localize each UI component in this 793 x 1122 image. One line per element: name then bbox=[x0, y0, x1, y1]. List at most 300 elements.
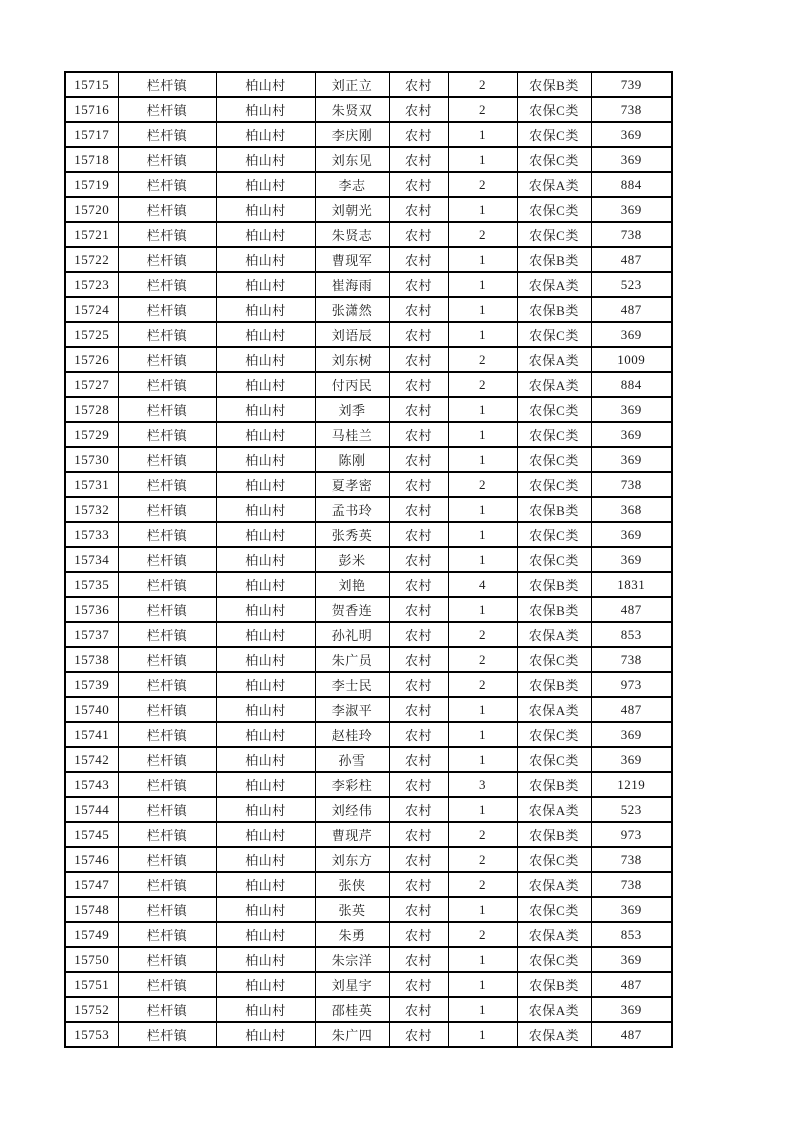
table-cell: 张英 bbox=[315, 897, 389, 922]
table-cell: 1 bbox=[448, 697, 517, 722]
table-cell: 738 bbox=[591, 97, 672, 122]
table-cell: 1 bbox=[448, 247, 517, 272]
table-cell: 柏山村 bbox=[216, 372, 315, 397]
table-cell: 487 bbox=[591, 297, 672, 322]
table-cell: 1 bbox=[448, 547, 517, 572]
table-cell: 2 bbox=[448, 922, 517, 947]
table-cell: 农村 bbox=[389, 922, 448, 947]
table-cell: 栏杆镇 bbox=[118, 522, 216, 547]
table-cell: 农保C类 bbox=[517, 197, 591, 222]
table-cell: 栏杆镇 bbox=[118, 397, 216, 422]
table-cell: 15740 bbox=[65, 697, 118, 722]
table-cell: 1 bbox=[448, 522, 517, 547]
table-cell: 369 bbox=[591, 447, 672, 472]
table-row bbox=[65, 272, 672, 297]
table-cell: 柏山村 bbox=[216, 822, 315, 847]
table-cell: 栏杆镇 bbox=[118, 122, 216, 147]
table-cell: 刘东见 bbox=[315, 147, 389, 172]
table-cell: 柏山村 bbox=[216, 947, 315, 972]
table-cell: 15751 bbox=[65, 972, 118, 997]
table-cell: 崔海雨 bbox=[315, 272, 389, 297]
table-cell: 栏杆镇 bbox=[118, 72, 216, 97]
table-cell: 栏杆镇 bbox=[118, 347, 216, 372]
table-cell: 栏杆镇 bbox=[118, 647, 216, 672]
table-cell: 柏山村 bbox=[216, 522, 315, 547]
table-cell: 曹现芹 bbox=[315, 822, 389, 847]
table-cell: 739 bbox=[591, 72, 672, 97]
table-cell: 刘东方 bbox=[315, 847, 389, 872]
table-cell: 农保B类 bbox=[517, 772, 591, 797]
table-cell: 368 bbox=[591, 497, 672, 522]
table-cell: 柏山村 bbox=[216, 147, 315, 172]
table-cell: 农保C类 bbox=[517, 897, 591, 922]
table-cell: 1 bbox=[448, 297, 517, 322]
table-cell: 栏杆镇 bbox=[118, 172, 216, 197]
table-row bbox=[65, 922, 672, 947]
table-cell: 农村 bbox=[389, 872, 448, 897]
table-cell: 农保A类 bbox=[517, 622, 591, 647]
table-cell: 张秀英 bbox=[315, 522, 389, 547]
table-cell: 栏杆镇 bbox=[118, 372, 216, 397]
table-row bbox=[65, 297, 672, 322]
table-cell: 农保B类 bbox=[517, 972, 591, 997]
table-cell: 973 bbox=[591, 822, 672, 847]
table-cell: 369 bbox=[591, 747, 672, 772]
table-cell: 农村 bbox=[389, 747, 448, 772]
table-cell: 朱勇 bbox=[315, 922, 389, 947]
table-cell: 农村 bbox=[389, 347, 448, 372]
table-row bbox=[65, 622, 672, 647]
table-row bbox=[65, 372, 672, 397]
table-cell: 柏山村 bbox=[216, 722, 315, 747]
table-cell: 487 bbox=[591, 597, 672, 622]
table-cell: 农村 bbox=[389, 947, 448, 972]
table-cell: 2 bbox=[448, 72, 517, 97]
table-cell: 农村 bbox=[389, 297, 448, 322]
table-cell: 2 bbox=[448, 372, 517, 397]
table-cell: 农村 bbox=[389, 647, 448, 672]
table-cell: 农村 bbox=[389, 147, 448, 172]
table-cell: 15715 bbox=[65, 72, 118, 97]
table-cell: 刘东树 bbox=[315, 347, 389, 372]
table-cell: 369 bbox=[591, 397, 672, 422]
table-cell: 15736 bbox=[65, 597, 118, 622]
table-cell: 738 bbox=[591, 847, 672, 872]
table-cell: 农村 bbox=[389, 197, 448, 222]
table-cell: 农保C类 bbox=[517, 322, 591, 347]
table-cell: 2 bbox=[448, 347, 517, 372]
table-cell: 柏山村 bbox=[216, 347, 315, 372]
table-row bbox=[65, 772, 672, 797]
table-cell: 栏杆镇 bbox=[118, 497, 216, 522]
table-cell: 农村 bbox=[389, 397, 448, 422]
table-cell: 栏杆镇 bbox=[118, 197, 216, 222]
table-cell: 487 bbox=[591, 247, 672, 272]
table-cell: 农村 bbox=[389, 897, 448, 922]
table-cell: 农村 bbox=[389, 547, 448, 572]
table-cell: 15737 bbox=[65, 622, 118, 647]
table-cell: 农保A类 bbox=[517, 372, 591, 397]
table-cell: 柏山村 bbox=[216, 797, 315, 822]
table-cell: 栏杆镇 bbox=[118, 322, 216, 347]
table-cell: 1 bbox=[448, 597, 517, 622]
table-cell: 369 bbox=[591, 522, 672, 547]
table-cell: 农保B类 bbox=[517, 247, 591, 272]
table-cell: 1 bbox=[448, 272, 517, 297]
table-cell: 1 bbox=[448, 422, 517, 447]
table-cell: 369 bbox=[591, 947, 672, 972]
table-cell: 15721 bbox=[65, 222, 118, 247]
table-row bbox=[65, 122, 672, 147]
table-row bbox=[65, 322, 672, 347]
table-cell: 农村 bbox=[389, 322, 448, 347]
table-cell: 15728 bbox=[65, 397, 118, 422]
table-cell: 1219 bbox=[591, 772, 672, 797]
table-cell: 栏杆镇 bbox=[118, 447, 216, 472]
table-cell: 栏杆镇 bbox=[118, 772, 216, 797]
table-cell: 马桂兰 bbox=[315, 422, 389, 447]
table-cell: 1 bbox=[448, 947, 517, 972]
table-cell: 刘朝光 bbox=[315, 197, 389, 222]
table-cell: 4 bbox=[448, 572, 517, 597]
table-cell: 15730 bbox=[65, 447, 118, 472]
table-cell: 农保B类 bbox=[517, 72, 591, 97]
table-cell: 柏山村 bbox=[216, 297, 315, 322]
table-cell: 369 bbox=[591, 722, 672, 747]
table-cell: 369 bbox=[591, 422, 672, 447]
table-cell: 刘星宇 bbox=[315, 972, 389, 997]
table-row bbox=[65, 947, 672, 972]
table-row bbox=[65, 422, 672, 447]
table-cell: 农村 bbox=[389, 97, 448, 122]
table-cell: 陈刚 bbox=[315, 447, 389, 472]
table-cell: 农保C类 bbox=[517, 547, 591, 572]
table-cell: 农村 bbox=[389, 772, 448, 797]
table-cell: 2 bbox=[448, 822, 517, 847]
table-cell: 2 bbox=[448, 472, 517, 497]
table-cell: 2 bbox=[448, 172, 517, 197]
table-cell: 487 bbox=[591, 972, 672, 997]
table-cell: 15734 bbox=[65, 547, 118, 572]
table-cell: 1 bbox=[448, 497, 517, 522]
table-cell: 栏杆镇 bbox=[118, 97, 216, 122]
table-row bbox=[65, 397, 672, 422]
table-cell: 刘季 bbox=[315, 397, 389, 422]
table-cell: 15717 bbox=[65, 122, 118, 147]
table-cell: 栏杆镇 bbox=[118, 697, 216, 722]
table-row bbox=[65, 222, 672, 247]
table-cell: 农保B类 bbox=[517, 572, 591, 597]
table-cell: 彭米 bbox=[315, 547, 389, 572]
table-cell: 1831 bbox=[591, 572, 672, 597]
table-cell: 农保A类 bbox=[517, 1022, 591, 1047]
table-cell: 农村 bbox=[389, 697, 448, 722]
table-row bbox=[65, 972, 672, 997]
table-cell: 柏山村 bbox=[216, 672, 315, 697]
table-cell: 孙礼明 bbox=[315, 622, 389, 647]
table-cell: 柏山村 bbox=[216, 747, 315, 772]
table-cell: 15739 bbox=[65, 672, 118, 697]
table-cell: 15718 bbox=[65, 147, 118, 172]
table-cell: 刘艳 bbox=[315, 572, 389, 597]
table-cell: 农保C类 bbox=[517, 122, 591, 147]
table-cell: 孙雪 bbox=[315, 747, 389, 772]
table-cell: 柏山村 bbox=[216, 97, 315, 122]
table-cell: 15745 bbox=[65, 822, 118, 847]
table-cell: 朱贤志 bbox=[315, 222, 389, 247]
table-row bbox=[65, 847, 672, 872]
table-cell: 柏山村 bbox=[216, 247, 315, 272]
table-cell: 农保B类 bbox=[517, 297, 591, 322]
table-cell: 农保C类 bbox=[517, 147, 591, 172]
table-cell: 栏杆镇 bbox=[118, 897, 216, 922]
table-cell: 刘语辰 bbox=[315, 322, 389, 347]
table-cell: 柏山村 bbox=[216, 122, 315, 147]
table-cell: 2 bbox=[448, 672, 517, 697]
table-cell: 曹现军 bbox=[315, 247, 389, 272]
table-cell: 柏山村 bbox=[216, 447, 315, 472]
table-cell: 2 bbox=[448, 622, 517, 647]
table-cell: 柏山村 bbox=[216, 472, 315, 497]
table-cell: 农村 bbox=[389, 422, 448, 447]
table-cell: 农村 bbox=[389, 972, 448, 997]
table-cell: 栏杆镇 bbox=[118, 247, 216, 272]
table-cell: 738 bbox=[591, 872, 672, 897]
table-cell: 农保C类 bbox=[517, 222, 591, 247]
table-cell: 15729 bbox=[65, 422, 118, 447]
table-cell: 李士民 bbox=[315, 672, 389, 697]
table-cell: 369 bbox=[591, 122, 672, 147]
table-cell: 15749 bbox=[65, 922, 118, 947]
table-cell: 农保B类 bbox=[517, 672, 591, 697]
table-cell: 487 bbox=[591, 697, 672, 722]
table-cell: 张侠 bbox=[315, 872, 389, 897]
table-cell: 栏杆镇 bbox=[118, 947, 216, 972]
table-cell: 2 bbox=[448, 872, 517, 897]
table-cell: 柏山村 bbox=[216, 547, 315, 572]
table-cell: 15726 bbox=[65, 347, 118, 372]
table-cell: 柏山村 bbox=[216, 872, 315, 897]
table-cell: 15752 bbox=[65, 997, 118, 1022]
table-cell: 柏山村 bbox=[216, 1022, 315, 1047]
table-row bbox=[65, 997, 672, 1022]
table-cell: 农保C类 bbox=[517, 522, 591, 547]
table-cell: 栏杆镇 bbox=[118, 147, 216, 172]
table-row bbox=[65, 747, 672, 772]
records-table bbox=[64, 71, 673, 1048]
table-cell: 栏杆镇 bbox=[118, 822, 216, 847]
table-cell: 1 bbox=[448, 397, 517, 422]
table-cell: 付丙民 bbox=[315, 372, 389, 397]
table-cell: 农村 bbox=[389, 522, 448, 547]
table-cell: 农保C类 bbox=[517, 447, 591, 472]
table-row bbox=[65, 1022, 672, 1047]
table-cell: 农村 bbox=[389, 822, 448, 847]
table-cell: 柏山村 bbox=[216, 72, 315, 97]
table-cell: 523 bbox=[591, 797, 672, 822]
table-cell: 农村 bbox=[389, 72, 448, 97]
table-cell: 柏山村 bbox=[216, 197, 315, 222]
table-cell: 15753 bbox=[65, 1022, 118, 1047]
table-cell: 1 bbox=[448, 897, 517, 922]
table-cell: 栏杆镇 bbox=[118, 722, 216, 747]
table-cell: 邵桂英 bbox=[315, 997, 389, 1022]
table-cell: 487 bbox=[591, 1022, 672, 1047]
table-row bbox=[65, 347, 672, 372]
table-row bbox=[65, 447, 672, 472]
table-cell: 柏山村 bbox=[216, 497, 315, 522]
table-cell: 朱广四 bbox=[315, 1022, 389, 1047]
table-cell: 农保B类 bbox=[517, 597, 591, 622]
table-cell: 农保A类 bbox=[517, 922, 591, 947]
table-cell: 1 bbox=[448, 747, 517, 772]
table-cell: 15742 bbox=[65, 747, 118, 772]
table-row bbox=[65, 697, 672, 722]
table-cell: 柏山村 bbox=[216, 222, 315, 247]
table-cell: 赵桂玲 bbox=[315, 722, 389, 747]
table-cell: 738 bbox=[591, 222, 672, 247]
table-row bbox=[65, 722, 672, 747]
table-cell: 1009 bbox=[591, 347, 672, 372]
table-cell: 夏孝密 bbox=[315, 472, 389, 497]
table-row bbox=[65, 597, 672, 622]
table-row bbox=[65, 147, 672, 172]
table-cell: 1 bbox=[448, 322, 517, 347]
table-cell: 栏杆镇 bbox=[118, 872, 216, 897]
table-cell: 1 bbox=[448, 147, 517, 172]
table-cell: 柏山村 bbox=[216, 172, 315, 197]
table-cell: 1 bbox=[448, 797, 517, 822]
table-cell: 农村 bbox=[389, 997, 448, 1022]
table-cell: 2 bbox=[448, 97, 517, 122]
table-cell: 农村 bbox=[389, 622, 448, 647]
table-cell: 15719 bbox=[65, 172, 118, 197]
table-cell: 农保C类 bbox=[517, 422, 591, 447]
table-row bbox=[65, 472, 672, 497]
table-cell: 栏杆镇 bbox=[118, 547, 216, 572]
table-cell: 15716 bbox=[65, 97, 118, 122]
table-cell: 369 bbox=[591, 547, 672, 572]
table-cell: 孟书玲 bbox=[315, 497, 389, 522]
table-cell: 农村 bbox=[389, 172, 448, 197]
table-cell: 15724 bbox=[65, 297, 118, 322]
table-row bbox=[65, 647, 672, 672]
table-cell: 15731 bbox=[65, 472, 118, 497]
table-cell: 15743 bbox=[65, 772, 118, 797]
table-cell: 3 bbox=[448, 772, 517, 797]
table-cell: 柏山村 bbox=[216, 772, 315, 797]
table-cell: 栏杆镇 bbox=[118, 997, 216, 1022]
table-cell: 李志 bbox=[315, 172, 389, 197]
table-cell: 柏山村 bbox=[216, 597, 315, 622]
table-cell: 栏杆镇 bbox=[118, 972, 216, 997]
table-cell: 15725 bbox=[65, 322, 118, 347]
table-cell: 农村 bbox=[389, 372, 448, 397]
table-cell: 栏杆镇 bbox=[118, 597, 216, 622]
table-cell: 1 bbox=[448, 972, 517, 997]
table-cell: 15720 bbox=[65, 197, 118, 222]
table-cell: 15735 bbox=[65, 572, 118, 597]
table-cell: 15738 bbox=[65, 647, 118, 672]
table-cell: 农保C类 bbox=[517, 97, 591, 122]
table-cell: 884 bbox=[591, 172, 672, 197]
table-row bbox=[65, 497, 672, 522]
table-cell: 15741 bbox=[65, 722, 118, 747]
table-cell: 农村 bbox=[389, 272, 448, 297]
table-cell: 柏山村 bbox=[216, 922, 315, 947]
table-cell: 15732 bbox=[65, 497, 118, 522]
table-row bbox=[65, 172, 672, 197]
table-cell: 栏杆镇 bbox=[118, 272, 216, 297]
table-cell: 柏山村 bbox=[216, 647, 315, 672]
table-cell: 15727 bbox=[65, 372, 118, 397]
table-row bbox=[65, 672, 672, 697]
table-cell: 15733 bbox=[65, 522, 118, 547]
table-cell: 1 bbox=[448, 722, 517, 747]
table-cell: 农村 bbox=[389, 722, 448, 747]
table-cell: 15750 bbox=[65, 947, 118, 972]
table-cell: 栏杆镇 bbox=[118, 747, 216, 772]
table-cell: 农村 bbox=[389, 497, 448, 522]
table-cell: 农保C类 bbox=[517, 847, 591, 872]
table-cell: 贺香连 bbox=[315, 597, 389, 622]
table-cell: 农村 bbox=[389, 122, 448, 147]
table-cell: 柏山村 bbox=[216, 422, 315, 447]
table-cell: 15747 bbox=[65, 872, 118, 897]
table-cell: 栏杆镇 bbox=[118, 622, 216, 647]
table-cell: 朱宗洋 bbox=[315, 947, 389, 972]
table-cell: 1 bbox=[448, 447, 517, 472]
table-cell: 1 bbox=[448, 997, 517, 1022]
table-cell: 农村 bbox=[389, 222, 448, 247]
table-row bbox=[65, 872, 672, 897]
table-cell: 农村 bbox=[389, 572, 448, 597]
table-row bbox=[65, 897, 672, 922]
table-cell: 栏杆镇 bbox=[118, 847, 216, 872]
table-cell: 15744 bbox=[65, 797, 118, 822]
table-cell: 农村 bbox=[389, 847, 448, 872]
table-row bbox=[65, 197, 672, 222]
table-cell: 884 bbox=[591, 372, 672, 397]
table-cell: 农保A类 bbox=[517, 997, 591, 1022]
table-cell: 农保C类 bbox=[517, 647, 591, 672]
table-cell: 栏杆镇 bbox=[118, 472, 216, 497]
table-cell: 李彩柱 bbox=[315, 772, 389, 797]
table-cell: 栏杆镇 bbox=[118, 422, 216, 447]
table-row bbox=[65, 547, 672, 572]
table-cell: 农村 bbox=[389, 797, 448, 822]
table-cell: 973 bbox=[591, 672, 672, 697]
table-cell: 农保A类 bbox=[517, 347, 591, 372]
table-cell: 农保B类 bbox=[517, 497, 591, 522]
table-cell: 农保A类 bbox=[517, 872, 591, 897]
table-cell: 农村 bbox=[389, 247, 448, 272]
table-cell: 栏杆镇 bbox=[118, 222, 216, 247]
table-cell: 柏山村 bbox=[216, 622, 315, 647]
table-cell: 1 bbox=[448, 1022, 517, 1047]
table-cell: 1 bbox=[448, 197, 517, 222]
table-cell: 农村 bbox=[389, 597, 448, 622]
table-cell: 农保C类 bbox=[517, 947, 591, 972]
table-cell: 738 bbox=[591, 647, 672, 672]
table-cell: 栏杆镇 bbox=[118, 922, 216, 947]
table-cell: 2 bbox=[448, 847, 517, 872]
table-cell: 柏山村 bbox=[216, 397, 315, 422]
table-row bbox=[65, 247, 672, 272]
table-cell: 523 bbox=[591, 272, 672, 297]
table-cell: 农保C类 bbox=[517, 747, 591, 772]
table-cell: 15748 bbox=[65, 897, 118, 922]
